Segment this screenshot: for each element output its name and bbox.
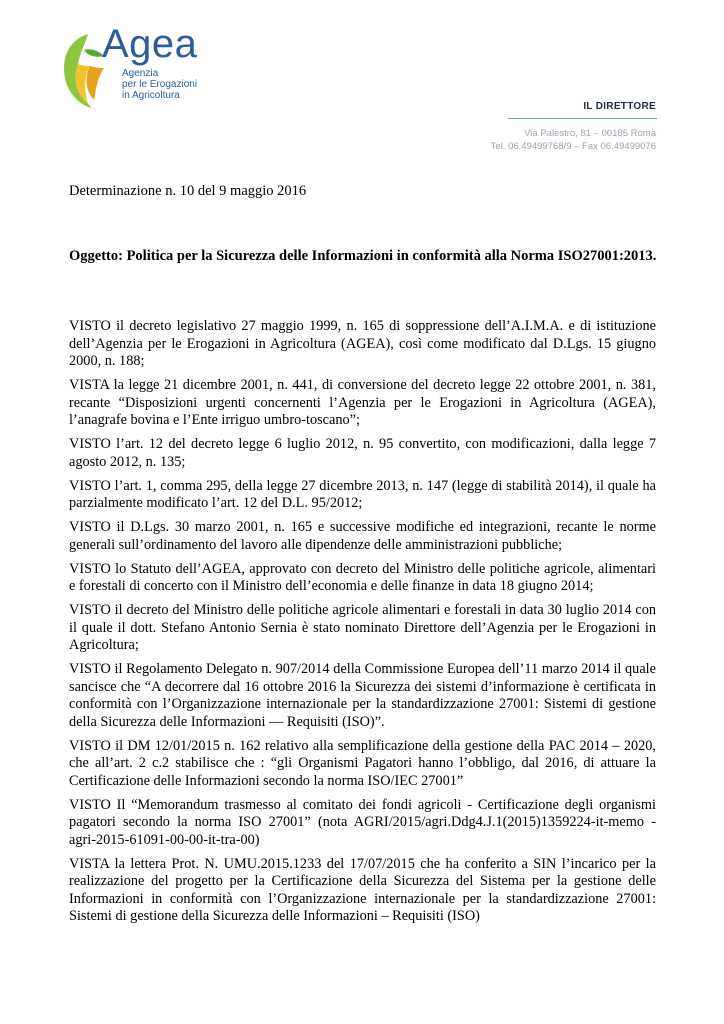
- body-paragraph: VISTO l’art. 12 del decreto legge 6 luglio 2012, n. 95 convertito, con modificazioni, dalla legge 7 agosto 2012, n. 135;: [69, 436, 656, 470]
- leaf-logo-icon: [58, 30, 108, 110]
- body-paragraph: VISTA la lettera Prot. N. UMU.2015.1233 del 17/07/2015 che ha conferito a SIN l’incarico per la realizzazione del progetto per la Certificazione della Sicurezza del Sistema per la gestione delle Informazioni in conformità con l’Organizzazione internazionale per la standardizzazione 27001: Sistemi di gestione della Sicurezza delle Informazioni – Requisiti (ISO): [69, 855, 656, 924]
- header-divider: [508, 118, 657, 119]
- determination-title: Determinazione n. 10 del 9 maggio 2016: [69, 183, 307, 199]
- body-paragraph: VISTO il decreto legislativo 27 maggio 1999, n. 165 di soppressione dell’A.I.M.A. e di istituzione dell’Agenzia per le Erogazioni in Agricoltura (AGEA), così come modificato dal D.Lgs. 15 giugno 2000, n. 188;: [69, 318, 656, 369]
- phone-fax-line: Tel. 06.49499768/9 – Fax 06.49499076: [490, 141, 656, 152]
- logo-subtitle-line: per le Erogazioni: [122, 79, 198, 90]
- body-paragraph: VISTO il Regolamento Delegato n. 907/2014 della Commissione Europea dell’11 marzo 2014 il quale sancisce che “A decorrere dal 16 ottobre 2016 la Sicurezza dei sistemi d’informazione è certificata in conformità con l’Organizzazione internazionale per la standardizzazione 27001: Sistemi di gestione della Sicurezza delle Informazioni — Requisiti (ISO)”.: [69, 661, 656, 730]
- logo-wordmark: Agea: [102, 22, 198, 66]
- body-paragraph: VISTO Il “Memorandum trasmesso al comitato dei fondi agricoli - Certificazione degli organismi pagatori secondo la norma ISO 27001” (nota AGRI/2015/agri.Ddg4.J.1(2015)1359224-it-memo - agri-2015-61091-00-00-it-tra-00): [69, 796, 656, 848]
- body-paragraph: VISTA la legge 21 dicembre 2001, n. 441, di conversione del decreto legge 22 ottobre 2001, n. 381, recante “Disposizioni urgenti concernenti l’Agenzia per le Erogazioni in Agricoltura (AGEA), l’anagrafe bovina e l’Ente irriguo umbro-toscano”;: [69, 377, 656, 428]
- logo-subtitle-line: Agenzia: [122, 68, 159, 79]
- logo-subtitle-line: in Agricoltura: [122, 90, 180, 101]
- address-line: Via Palestro, 81 – 00185 Roma: [524, 128, 656, 139]
- agea-logo: [58, 22, 208, 112]
- document-body: [69, 318, 656, 932]
- body-paragraph: VISTO il decreto del Ministro delle politiche agricole alimentari e forestali in data 30 luglio 2014 con il quale il dott. Stefano Antonio Sernia è stato nominato Direttore dell’Agenzia per le Erogazioni in Agricoltura;: [69, 602, 656, 653]
- logo-subtitle: [122, 68, 197, 101]
- body-paragraph: VISTO il DM 12/01/2015 n. 162 relativo alla semplificazione della gestione della PAC 2014 – 2020, che all’art. 2 c.2 stabilisce che : “gli Organismi Pagatori hanno l’obbligo, dal 2016, di attuare la Certificazione delle Informazioni secondo la norma ISO/IEC 27001”: [69, 737, 656, 789]
- body-paragraph: VISTO l’art. 1, comma 295, della legge 27 dicembre 2013, n. 147 (legge di stabilità 2014), il quale ha parzialmente modificato l’art. 12 del D.L. 95/2012;: [69, 477, 656, 511]
- body-paragraph: VISTO lo Statuto dell’AGEA, approvato con decreto del Ministro delle politiche agricole, alimentari e forestali di concerto con il Ministro dell’economia e delle finanze in data 18 giugno 2014;: [69, 560, 656, 594]
- subject-line: Oggetto: Politica per la Sicurezza delle Informazioni in conformità alla Norma ISO27001:2013.: [69, 248, 657, 264]
- header-role: IL DIRETTORE: [583, 101, 656, 112]
- body-paragraph: VISTO il D.Lgs. 30 marzo 2001, n. 165 e successive modifiche ed integrazioni, recante le norme generali sull’ordinamento del lavoro alle dipendenze delle amministrazioni pubbliche;: [69, 519, 656, 553]
- header-address: [491, 127, 656, 153]
